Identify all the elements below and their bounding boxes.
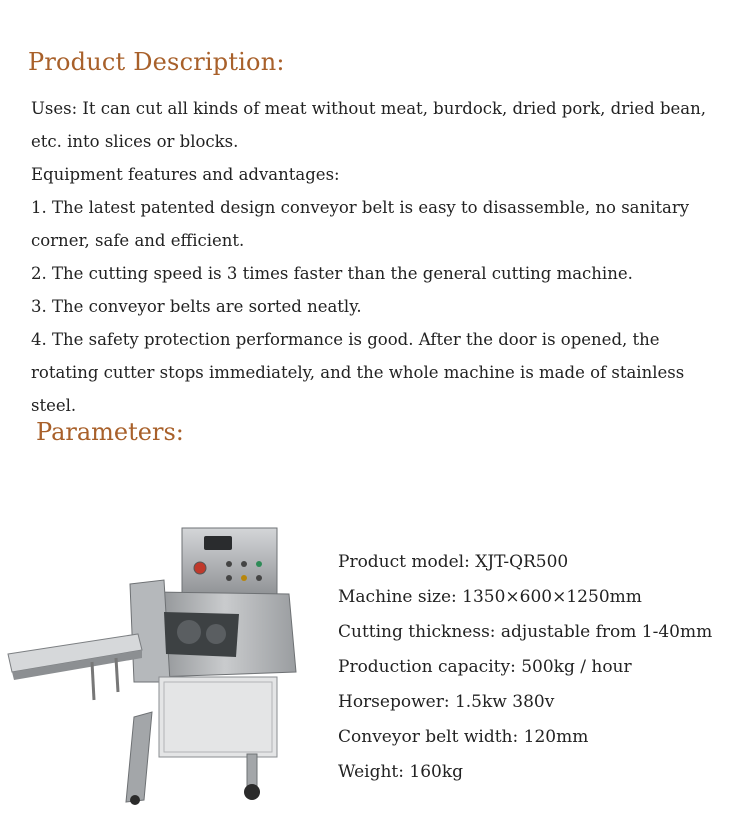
uses-paragraph: Uses: It can cut all kinds of meat without meat, burdock, dried pork, dried bean, etc. into slices or blocks. [31,99,706,151]
parameters-title: Parameters: [36,418,184,446]
feature-3: 3. The conveyor belts are sorted neatly. [31,297,362,316]
meat-cutting-machine-image [4,522,304,807]
features-heading: Equipment features and advantages: [31,165,340,184]
param-product-model: Product model: XJT-QR500 [338,552,569,572]
param-machine-size: Machine size: 1350×600×1250mm [338,587,642,607]
param-cutting-thickness: Cutting thickness: adjustable from 1-40mm [338,622,713,642]
param-belt-width: Conveyor belt width: 120mm [338,727,589,747]
product-description-title: Product Description: [28,48,285,76]
feature-2: 2. The cutting speed is 3 times faster than the general cutting machine. [31,264,633,283]
feature-4: 4. The safety protection performance is good. After the door is opened, the rotating cutter stops immediately, and the whole machine is made of stainless steel. [31,330,685,415]
parameters-list [338,545,712,790]
feature-1: 1. The latest patented design conveyor belt is easy to disassemble, no sanitary corner, safe and efficient. [31,198,690,250]
param-production-capacity: Production capacity: 500kg / hour [338,657,632,677]
param-weight: Weight: 160kg [338,762,464,782]
product-description-body [31,92,731,422]
param-horsepower: Horsepower: 1.5kw 380v [338,692,555,712]
